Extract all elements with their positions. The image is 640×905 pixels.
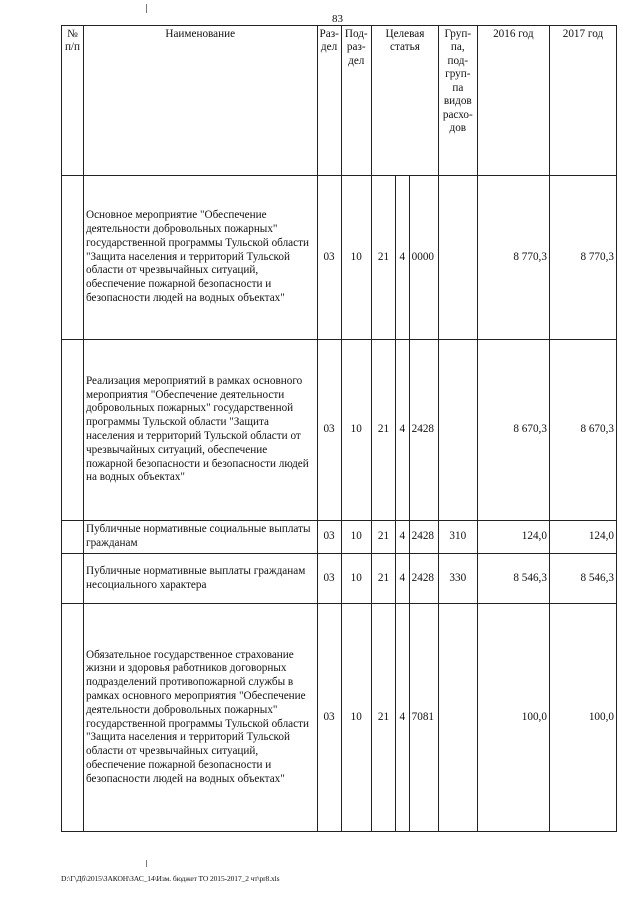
row-razdel: 03 — [317, 521, 341, 554]
table-header-row — [62, 26, 617, 176]
row-amount-2017: 100,0 — [549, 604, 616, 832]
row-podrazdel: 10 — [341, 340, 371, 521]
page-number: 83 — [332, 13, 343, 25]
row-podrazdel: 10 — [341, 521, 371, 554]
row-target-part-3: 7081 — [409, 604, 438, 832]
row-name: Обязательное государственное страхование жизни и здоровья работников договорных подразделений противопожарной службы в рамках основного мероприятия "Обеспечение деятельности добровольных пожарных" государственной программы Тульской области "Защита населения и территорий Тульской области от чрезвычайных ситуаций, обеспечение пожарной безопасности и безопасности людей на водных объектах" — [83, 604, 317, 832]
table-row — [62, 521, 617, 554]
table-row — [62, 554, 617, 604]
row-razdel: 03 — [317, 176, 341, 340]
row-target-part-3: 2428 — [409, 340, 438, 521]
row-target-part-2: 4 — [396, 176, 410, 340]
row-name: Публичные нормативные выплаты гражданам несоциального характера — [83, 554, 317, 604]
header-name: Наименование — [83, 26, 317, 176]
row-name: Реализация мероприятий в рамках основного мероприятия "Обеспечение деятельности добровольных пожарных" государственной программы Тульской области "Защита населения и территорий Тульской области от чрезвычайных ситуаций, обеспечение пожарной безопасности и безопасности людей на водных объектах" — [83, 340, 317, 521]
row-num — [62, 176, 84, 340]
row-num — [62, 340, 84, 521]
header-razdel: Раз-дел — [317, 26, 341, 176]
row-razdel: 03 — [317, 554, 341, 604]
row-podrazdel: 10 — [341, 176, 371, 340]
row-target-part-2: 4 — [396, 340, 410, 521]
row-name: Основное мероприятие "Обеспечение деятельности добровольных пожарных" государственной программы Тульской области "Защита населения и территорий Тульской области от чрезвычайных ситуаций, обеспечение пожарной безопасности и безопасности людей на водных объектах" — [83, 176, 317, 340]
header-year-2016: 2016 год — [477, 26, 549, 176]
row-target-part-3: 2428 — [409, 521, 438, 554]
row-target-part-1: 21 — [371, 521, 395, 554]
row-podrazdel: 10 — [341, 604, 371, 832]
row-name: Публичные нормативные социальные выплаты гражданам — [83, 521, 317, 554]
row-amount-2016: 8 546,3 — [477, 554, 549, 604]
row-amount-2017: 8 546,3 — [549, 554, 616, 604]
header-expense-group: Груп-па, под-груп-па видов расхо-дов — [438, 26, 477, 176]
row-num — [62, 521, 84, 554]
row-target-part-1: 21 — [371, 554, 395, 604]
budget-table — [61, 25, 617, 832]
row-amount-2017: 8 670,3 — [549, 340, 616, 521]
binding-tick-mark — [146, 4, 147, 13]
row-target-part-1: 21 — [371, 176, 395, 340]
table-row — [62, 604, 617, 832]
table-row — [62, 340, 617, 521]
table-row — [62, 176, 617, 340]
binding-tick-mark — [146, 860, 147, 867]
header-target-article: Целевая статья — [371, 26, 438, 176]
row-expense-group: 310 — [438, 521, 477, 554]
header-year-2017: 2017 год — [549, 26, 616, 176]
row-amount-2016: 8 670,3 — [477, 340, 549, 521]
row-target-part-3: 2428 — [409, 554, 438, 604]
row-amount-2017: 124,0 — [549, 521, 616, 554]
row-target-part-2: 4 — [396, 604, 410, 832]
row-expense-group — [438, 340, 477, 521]
row-amount-2016: 124,0 — [477, 521, 549, 554]
row-target-part-1: 21 — [371, 604, 395, 832]
row-razdel: 03 — [317, 604, 341, 832]
header-num: № п/п — [62, 26, 84, 176]
row-num — [62, 604, 84, 832]
row-razdel: 03 — [317, 340, 341, 521]
row-num — [62, 554, 84, 604]
row-expense-group — [438, 604, 477, 832]
row-target-part-3: 0000 — [409, 176, 438, 340]
header-podrazdel: Под-раз-дел — [341, 26, 371, 176]
row-amount-2016: 100,0 — [477, 604, 549, 832]
row-target-part-2: 4 — [396, 521, 410, 554]
row-podrazdel: 10 — [341, 554, 371, 604]
row-target-part-2: 4 — [396, 554, 410, 604]
footer-file-path: D:\Г\Дб\2015\ЗАКОН\ЗАС_14\Изм. бюджет ТО 2015-2017_2 чт\pr8.xls — [61, 874, 280, 883]
row-target-part-1: 21 — [371, 340, 395, 521]
row-expense-group: 330 — [438, 554, 477, 604]
row-expense-group — [438, 176, 477, 340]
row-amount-2017: 8 770,3 — [549, 176, 616, 340]
row-amount-2016: 8 770,3 — [477, 176, 549, 340]
